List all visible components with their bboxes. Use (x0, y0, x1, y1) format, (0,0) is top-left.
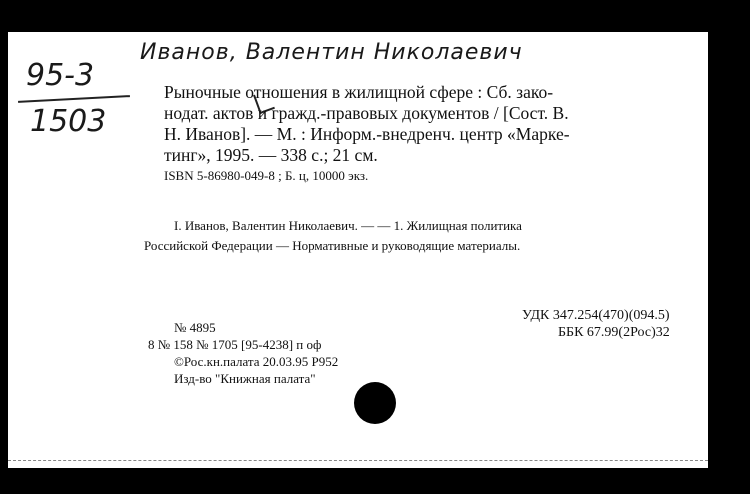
isbn-line: ISBN 5-86980-049-8 ; Б. ц, 10000 экз. (164, 168, 369, 183)
publisher-line: Изд-во "Книжная палата" (174, 371, 316, 386)
catalog-card (8, 32, 708, 468)
description-line: Н. Иванов]. — М. : Информ.-внедренч. центр «Марке- (164, 124, 570, 144)
handwritten-author: Иванов, Валентин Николаевич (140, 40, 523, 65)
tracing-line: I. Иванов, Валентин Николаевич. — — 1. Жилищная политика (174, 218, 522, 233)
description-line: тинг», 1995. — 338 с.; 21 см. (164, 145, 378, 165)
bbk-code: ББК 67.99(2Рос)32 (558, 325, 670, 340)
copyright-line: ©Рос.кн.палата 20.03.95 Р952 (174, 354, 339, 369)
udk-code: УДК 347.254(470)(094.5) (522, 308, 670, 323)
registry-line: 8 № 158 № 1705 [95-4238] п оф (148, 337, 322, 352)
call-number-bottom: 1503 (30, 104, 107, 139)
tracing-line: Российской Федерации — Нормативные и руководящие материалы. (144, 238, 521, 253)
call-number-divider (18, 95, 130, 103)
description-line: Рыночные отношения в жилищной сфере : Сб. зако- (164, 82, 554, 102)
punch-hole (354, 382, 396, 424)
description-line: нодат. актов и гражд.-правовых документов / [Сост. В. (164, 103, 569, 123)
call-number-top: 95-3 (26, 58, 95, 93)
card-number: № 4895 (174, 320, 216, 335)
